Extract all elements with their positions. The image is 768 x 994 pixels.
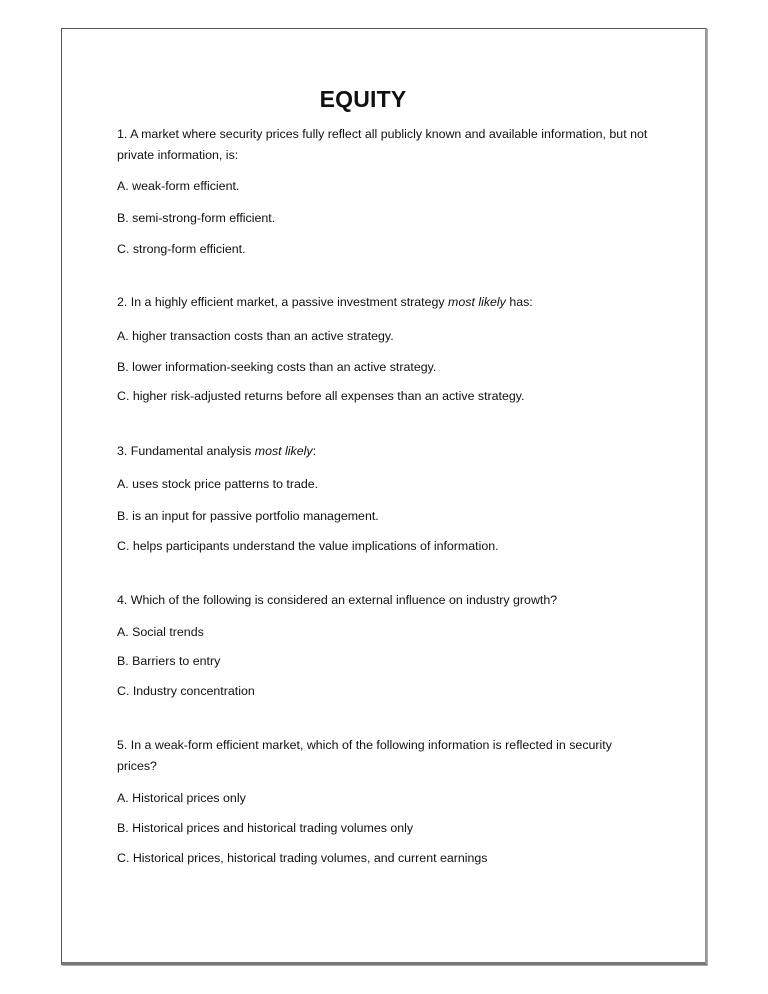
question-1-option-c: C. strong-form efficient.	[117, 242, 246, 256]
question-1-option-b: B. semi-strong-form efficient.	[117, 211, 276, 225]
question-3-option-a: A. uses stock price patterns to trade.	[117, 477, 319, 491]
question-1-option-a: A. weak-form efficient.	[117, 179, 240, 193]
stem-emphasis: most likely	[254, 444, 313, 458]
question-3-stem	[117, 441, 717, 462]
question-1-stem	[117, 124, 652, 166]
question-2-option-a: A. higher transaction costs than an active strategy.	[117, 329, 394, 343]
question-5-stem	[117, 735, 652, 777]
stem-text: 2. In a highly efficient market, a passive investment strategy	[117, 295, 449, 309]
question-4-option-b: B. Barriers to entry	[117, 654, 221, 668]
question-4-option-a: A. Social trends	[117, 625, 204, 639]
question-2-option-b: B. lower information-seeking costs than an active strategy.	[117, 360, 437, 374]
question-4-option-c: C. Industry concentration	[117, 684, 255, 698]
question-3-option-b: B. is an input for passive portfolio management.	[117, 509, 379, 523]
page-title: EQUITY	[319, 86, 407, 112]
stem-text: 1. A market where security prices fully reflect all publicly known and available information, but not private information, is:	[117, 127, 648, 162]
stem-text-end: has:	[505, 295, 533, 309]
stem-text-end: :	[312, 444, 317, 458]
stem-text: 5. In a weak-form efficient market, which of the following information is reflected in security prices?	[117, 738, 612, 773]
question-5-option-b: B. Historical prices and historical trading volumes only	[117, 821, 414, 835]
question-2-option-c: C. higher risk-adjusted returns before all expenses than an active strategy.	[117, 389, 525, 403]
question-2-stem	[117, 292, 717, 313]
stem-emphasis: most likely	[448, 295, 506, 309]
question-3-option-c: C. helps participants understand the value implications of information.	[117, 539, 499, 553]
question-4-stem	[117, 590, 717, 611]
stem-text: 3. Fundamental analysis	[117, 444, 255, 458]
stem-text: 4. Which of the following is considered an external influence on industry growth?	[117, 593, 558, 607]
question-5-option-a: A. Historical prices only	[117, 791, 246, 805]
question-5-option-c: C. Historical prices, historical trading volumes, and current earnings	[117, 851, 488, 865]
